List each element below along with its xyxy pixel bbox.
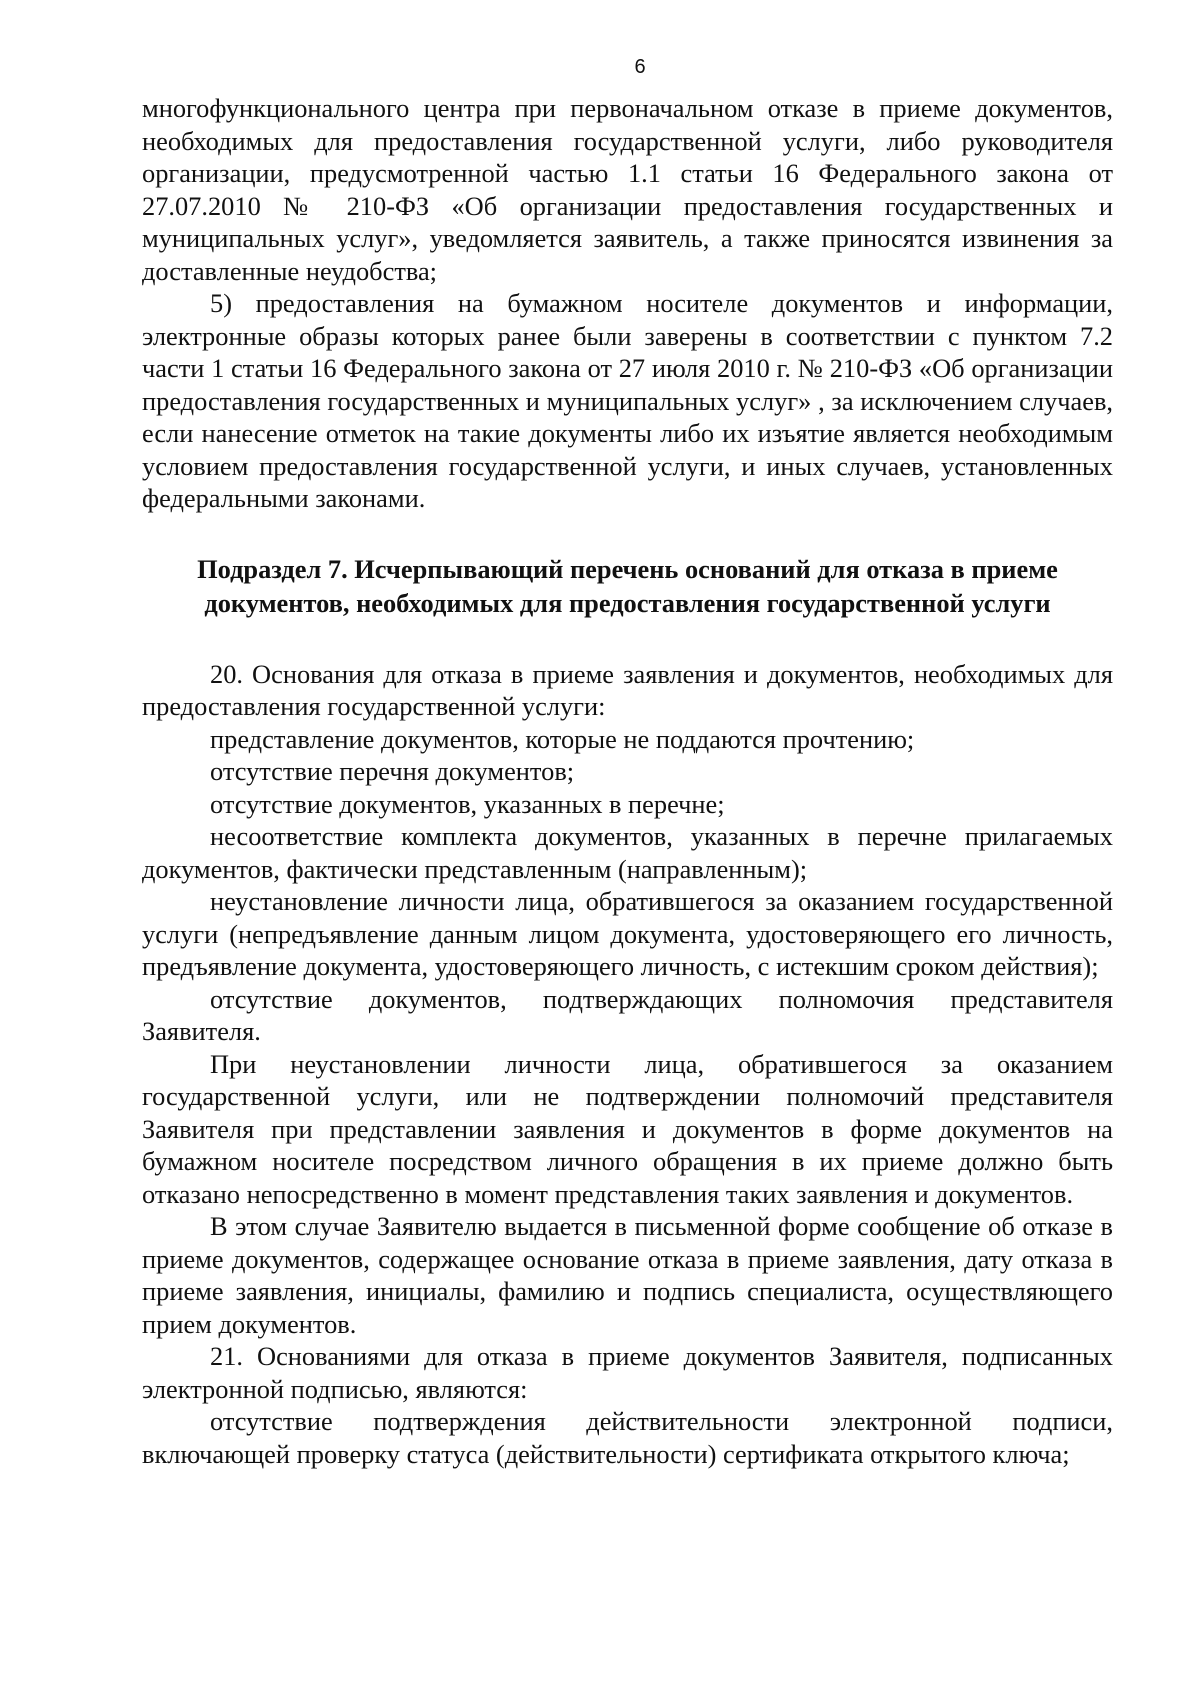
paragraph: При неустановлении личности лица, обратившегося за оказанием государственной услуги, или не подтверждении полномочий представителя Заявителя при представлении заявления и документов в форме документов на бумажном носителе посредством личного обращения в их приеме должно быть отказано непосредственно в момент представления таких заявления и документов. bbox=[142, 1048, 1113, 1209]
list-item: отсутствие документов, указанных в перечне; bbox=[210, 788, 725, 819]
paragraph: многофункционального центра при первоначальном отказе в приеме документов, необходимых для предоставления государственной услуги, либо руководителя организации, предусмотренной частью 1.1 статьи 16 Федерального закона от 27.07.2010 № 210-ФЗ «Об организации предоставления государственных и муниципальных услуг», уведомляется заявитель, а также приносятся извинения за доставленные неудобства; bbox=[142, 93, 1113, 286]
paragraph-20: 20. Основания для отказа в приеме заявления и документов, необходимых для предоставления государственной услуги: bbox=[142, 658, 1113, 721]
list-item: неустановление личности лица, обратившегося за оказанием государственной услуги (непредъявление данным лицом документа, удостоверяющего его личность, предъявление документа, удостоверяющего личность, с истекшим сроком действия); bbox=[142, 886, 1113, 981]
paragraph-item-5: 5) предоставления на бумажном носителе документов и информации, электронные образы которых ранее были заверены в соответствии с пунктом 7.2 части 1 статьи 16 Федерального закона от 27 июля 2010 г. № 210-ФЗ «Об организации предоставления государственных и муниципальных услуг» , за исключением случаев, если нанесение отметок на такие документы либо их изъятие является необходимым условием предоставления государственной услуги, и иных случаев, установленных федеральными законами. bbox=[142, 288, 1113, 513]
list-item: отсутствие перечня документов; bbox=[210, 756, 575, 786]
page-number: 6 bbox=[634, 56, 646, 78]
section-heading: Подраздел 7. Исчерпывающий перечень оснований для отказа в приеме документов, необходимых для предоставления государственной услуги bbox=[197, 553, 1058, 618]
list-item: несоответствие комплекта документов, указанных в перечне прилагаемых документов, фактически представленным (направленным); bbox=[142, 821, 1113, 884]
paragraph: В этом случае Заявителю выдается в письменной форме сообщение об отказе в приеме документов, содержащее основание отказа в приеме заявления, дату отказа в приеме заявления, инициалы, фамилию и подпись специалиста, осуществляющего прием документов. bbox=[142, 1211, 1113, 1339]
list-item: представление документов, которые не поддаются прочтению; bbox=[210, 723, 915, 754]
list-item: отсутствие документов, подтверждающих полномочия представителя Заявителя. bbox=[142, 983, 1113, 1046]
paragraph-21: 21. Основаниями для отказа в приеме документов Заявителя, подписанных электронной подписью, являются: bbox=[142, 1341, 1113, 1404]
document-body bbox=[142, 92, 1113, 1470]
list-item: отсутствие подтверждения действительности электронной подписи, включающей проверку статуса (действительности) сертификата открытого ключа; bbox=[142, 1406, 1113, 1469]
